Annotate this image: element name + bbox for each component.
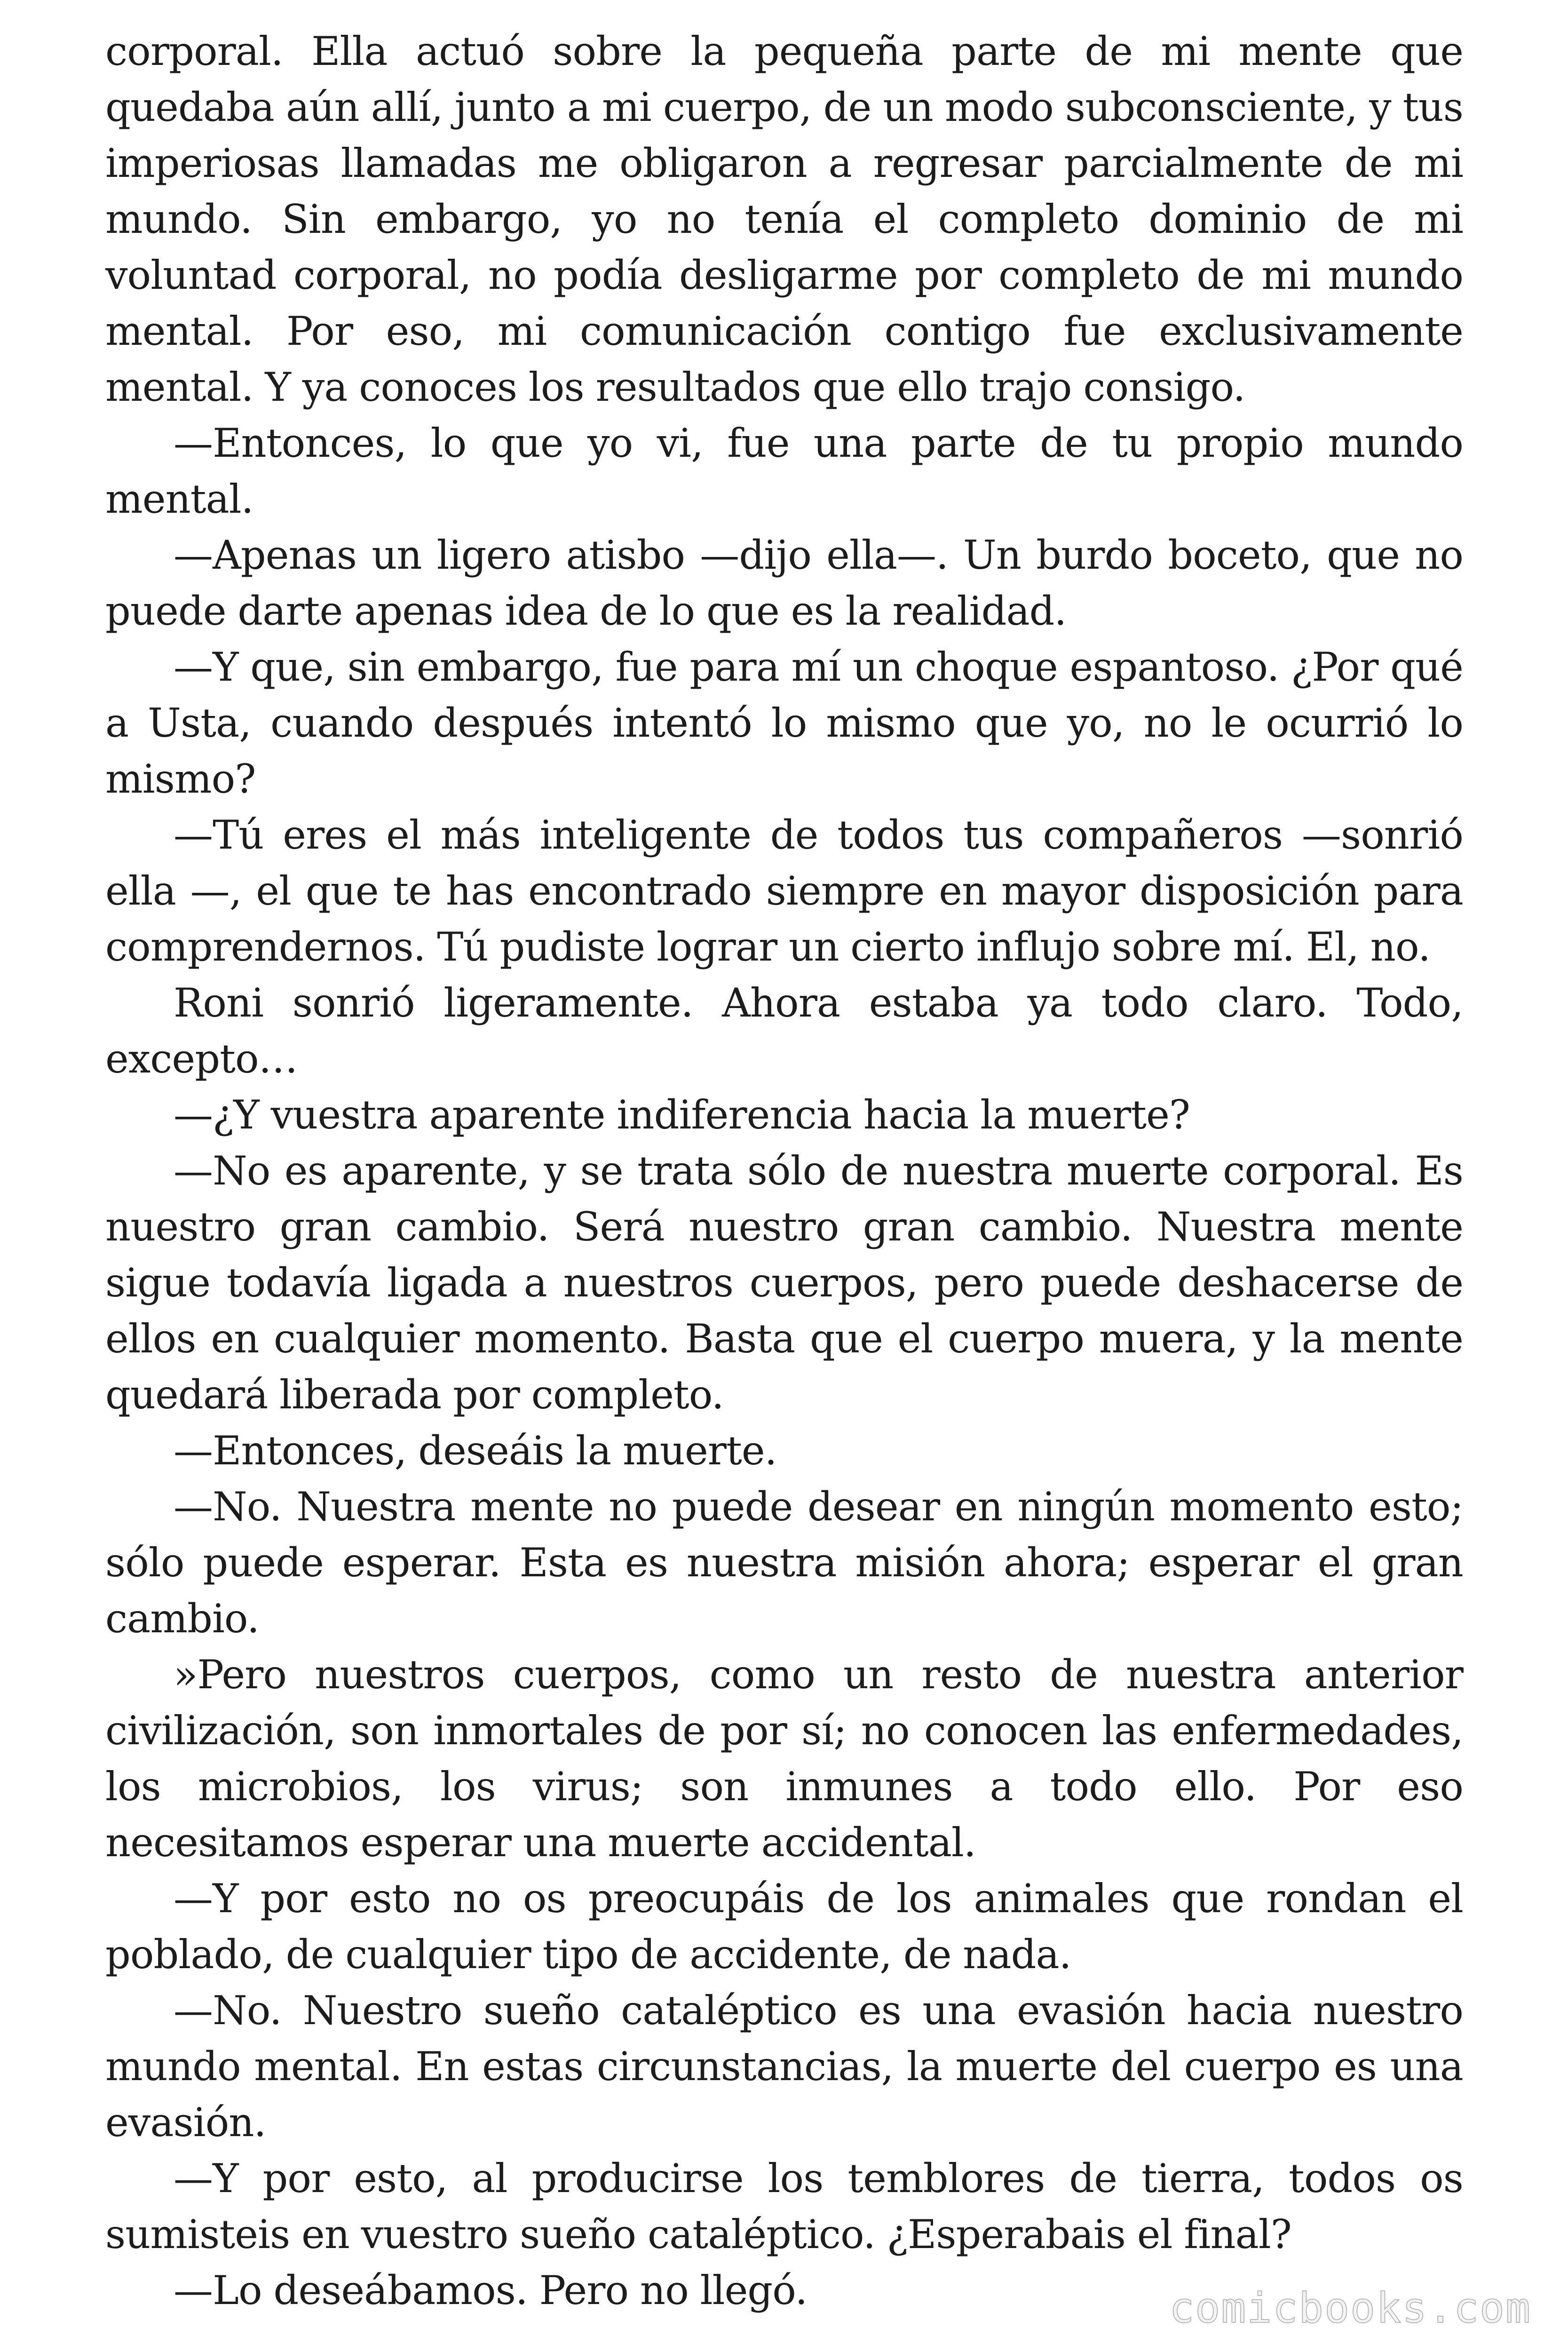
dialogue-paragraph: —Apenas un ligero atisbo —dijo ella—. Un burdo boceto, que no puede darte apenas idea de lo que es la realidad.	[105, 532, 1463, 634]
watermark: comicbooks.com	[1169, 2284, 1531, 2332]
dialogue-paragraph: —Y por esto no os preocupáis de los animales que rondan el poblado, de cualquier tipo de accidente, de nada.	[105, 1875, 1463, 1978]
dialogue-paragraph: —Lo deseábamos. Pero no llegó.	[174, 2267, 808, 2313]
dialogue-paragraph: —Entonces, lo que yo vi, fue una parte de tu propio mundo mental.	[105, 420, 1463, 522]
dialogue-paragraph: —Y que, sin embargo, fue para mí un choque espantoso. ¿Por qué a Usta, cuando después intentó lo mismo que yo, no le ocurrió lo mismo?	[105, 644, 1463, 802]
dialogue-paragraph: —No es aparente, y se trata sólo de nuestra muerte corporal. Es nuestro gran cambio. Será nuestro gran cambio. Nuestra mente sigue todavía ligada a nuestros cuerpos, pero puede deshacerse de ellos en cualquier momento. Basta que el cuerpo muera, y la mente quedará liberada por completo.	[105, 1148, 1463, 1418]
narration-paragraph: Roni sonrió ligeramente. Ahora estaba ya todo claro. Todo, excepto…	[105, 980, 1463, 1082]
paragraph-continuation: corporal. Ella actuó sobre la pequeña parte de mi mente que quedaba aún allí, junto a mi cuerpo, de un modo subconsciente, y tus imperiosas llamadas me obligaron a regresar parcialmente de mi mundo. Sin embargo, yo no tenía el completo dominio de mi voluntad corporal, no podía desligarme por completo de mi mundo mental. Por eso, mi comunicación contigo fue exclusivamente mental. Y ya conoces los resultados que ello trajo consigo.	[105, 28, 1463, 410]
dialogue-paragraph: —¿Y vuestra aparente indiferencia hacia la muerte?	[174, 1092, 1190, 1138]
quoted-paragraph: »Pero nuestros cuerpos, como un resto de nuestra anterior civilización, son inmortales de por sí; no conocen las enfermedades, los microbios, los virus; son inmunes a todo ello. Por eso necesitamos esperar una muerte accidental.	[105, 1652, 1463, 1866]
book-page-text	[105, 24, 1463, 2319]
dialogue-paragraph: —Y por esto, al producirse los temblores de tierra, todos os sumisteis en vuestro sueño cataléptico. ¿Esperabais el final?	[105, 2155, 1463, 2257]
dialogue-paragraph: —Tú eres el más inteligente de todos tus compañeros —sonrió ella —, el que te has encontrado siempre en mayor disposición para comprendernos. Tú pudiste lograr un cierto influjo sobre mí. El, no.	[105, 812, 1463, 970]
dialogue-paragraph: —Entonces, deseáis la muerte.	[174, 1428, 777, 1474]
dialogue-paragraph: —No. Nuestro sueño cataléptico es una evasión hacia nuestro mundo mental. En estas circunstancias, la muerte del cuerpo es una evasión.	[105, 1987, 1463, 2145]
dialogue-paragraph: —No. Nuestra mente no puede desear en ningún momento esto; sólo puede esperar. Esta es nuestra misión ahora; esperar el gran cambio.	[105, 1484, 1463, 1642]
